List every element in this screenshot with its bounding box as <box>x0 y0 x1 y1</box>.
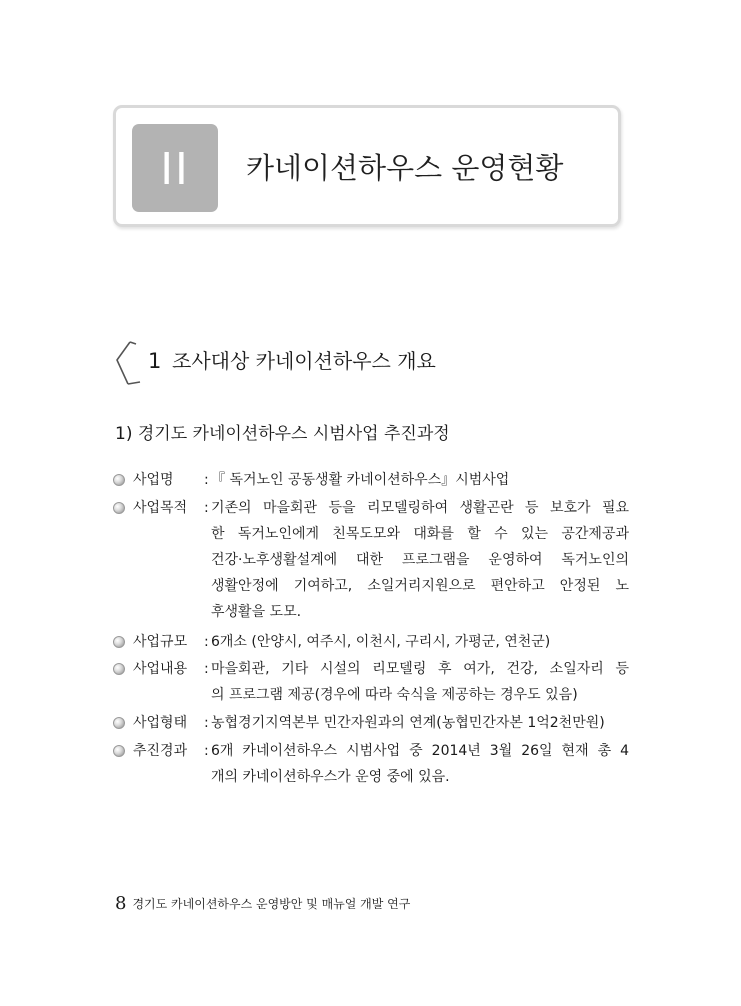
item-content <box>211 467 629 493</box>
item-colon: : <box>204 715 209 731</box>
footer-text: 경기도 카네이션하우스 운영방안 및 매뉴얼 개발 연구 <box>132 897 411 911</box>
item-label: 사업형태 <box>133 715 188 731</box>
page-footer <box>115 893 410 915</box>
bullet-icon <box>113 636 125 648</box>
section-title: 조사대상 카네이션하우스 개요 <box>172 349 436 373</box>
chapter-title: 카네이션하우스 운영현황 <box>246 151 564 185</box>
item-line: 마을회관, 기타 시설의 리모델링 후 여가, 건강, 소일자리 등 <box>211 661 629 677</box>
item-label: 사업명 <box>133 472 174 488</box>
item-colon: : <box>204 743 209 759</box>
bullet-icon <box>113 502 125 514</box>
bullet-icon <box>113 717 125 729</box>
item-colon: : <box>204 500 209 516</box>
item-line: 6개 카네이션하우스 시범사업 중 2014년 3월 26일 현재 총 4 <box>211 743 629 759</box>
item-content <box>211 495 629 625</box>
item-line: 의 프로그램 제공(경우에 따라 숙식을 제공하는 경우도 있음) <box>211 687 578 703</box>
item-line: 기존의 마을회관 등을 리모델링하여 생활곤란 등 보호가 필요 <box>211 500 629 516</box>
item-line: 한 독거노인에게 친목도모와 대화를 할 수 있는 공간제공과 <box>211 526 629 542</box>
page-number: 8 <box>115 893 127 914</box>
item-content <box>211 710 629 736</box>
item-content <box>211 738 629 790</box>
item-line: 농협경기지역본부 민간자원과의 연계(농협민간자본 1억2천만원) <box>211 715 605 731</box>
item-line: 생활안정에 기여하고, 소일거리지원으로 편안하고 안정된 노 <box>211 578 629 594</box>
section-number: 1 <box>148 349 162 373</box>
chapter-header-box <box>113 105 621 227</box>
bullet-icon <box>113 474 125 486</box>
item-line: 개의 카네이션하우스가 운영 중에 있음. <box>211 769 450 785</box>
item-colon: : <box>204 661 209 677</box>
bullet-icon <box>113 745 125 757</box>
item-line: 후생활을 도모. <box>211 604 302 620</box>
item-line: 『 독거노인 공동생활 카네이션하우스』시범사업 <box>211 472 510 488</box>
item-label: 추진경과 <box>133 743 188 759</box>
item-line: 6개소 (안양시, 여주시, 이천시, 구리시, 가평군, 연천군) <box>211 634 551 650</box>
chapter-number-badge: II <box>132 124 218 212</box>
item-colon: : <box>204 472 209 488</box>
item-label: 사업목적 <box>133 500 188 516</box>
item-line: 건강·노후생활설계에 대한 프로그램을 운영하여 독거노인의 <box>211 552 629 568</box>
bullet-icon <box>113 663 125 675</box>
item-colon: : <box>204 634 209 650</box>
item-content <box>211 656 629 708</box>
subsection-title: 1) 경기도 카네이션하우스 시범사업 추진과정 <box>115 424 450 444</box>
item-content <box>211 629 629 655</box>
item-label: 사업내용 <box>133 661 188 677</box>
item-label: 사업규모 <box>133 634 188 650</box>
